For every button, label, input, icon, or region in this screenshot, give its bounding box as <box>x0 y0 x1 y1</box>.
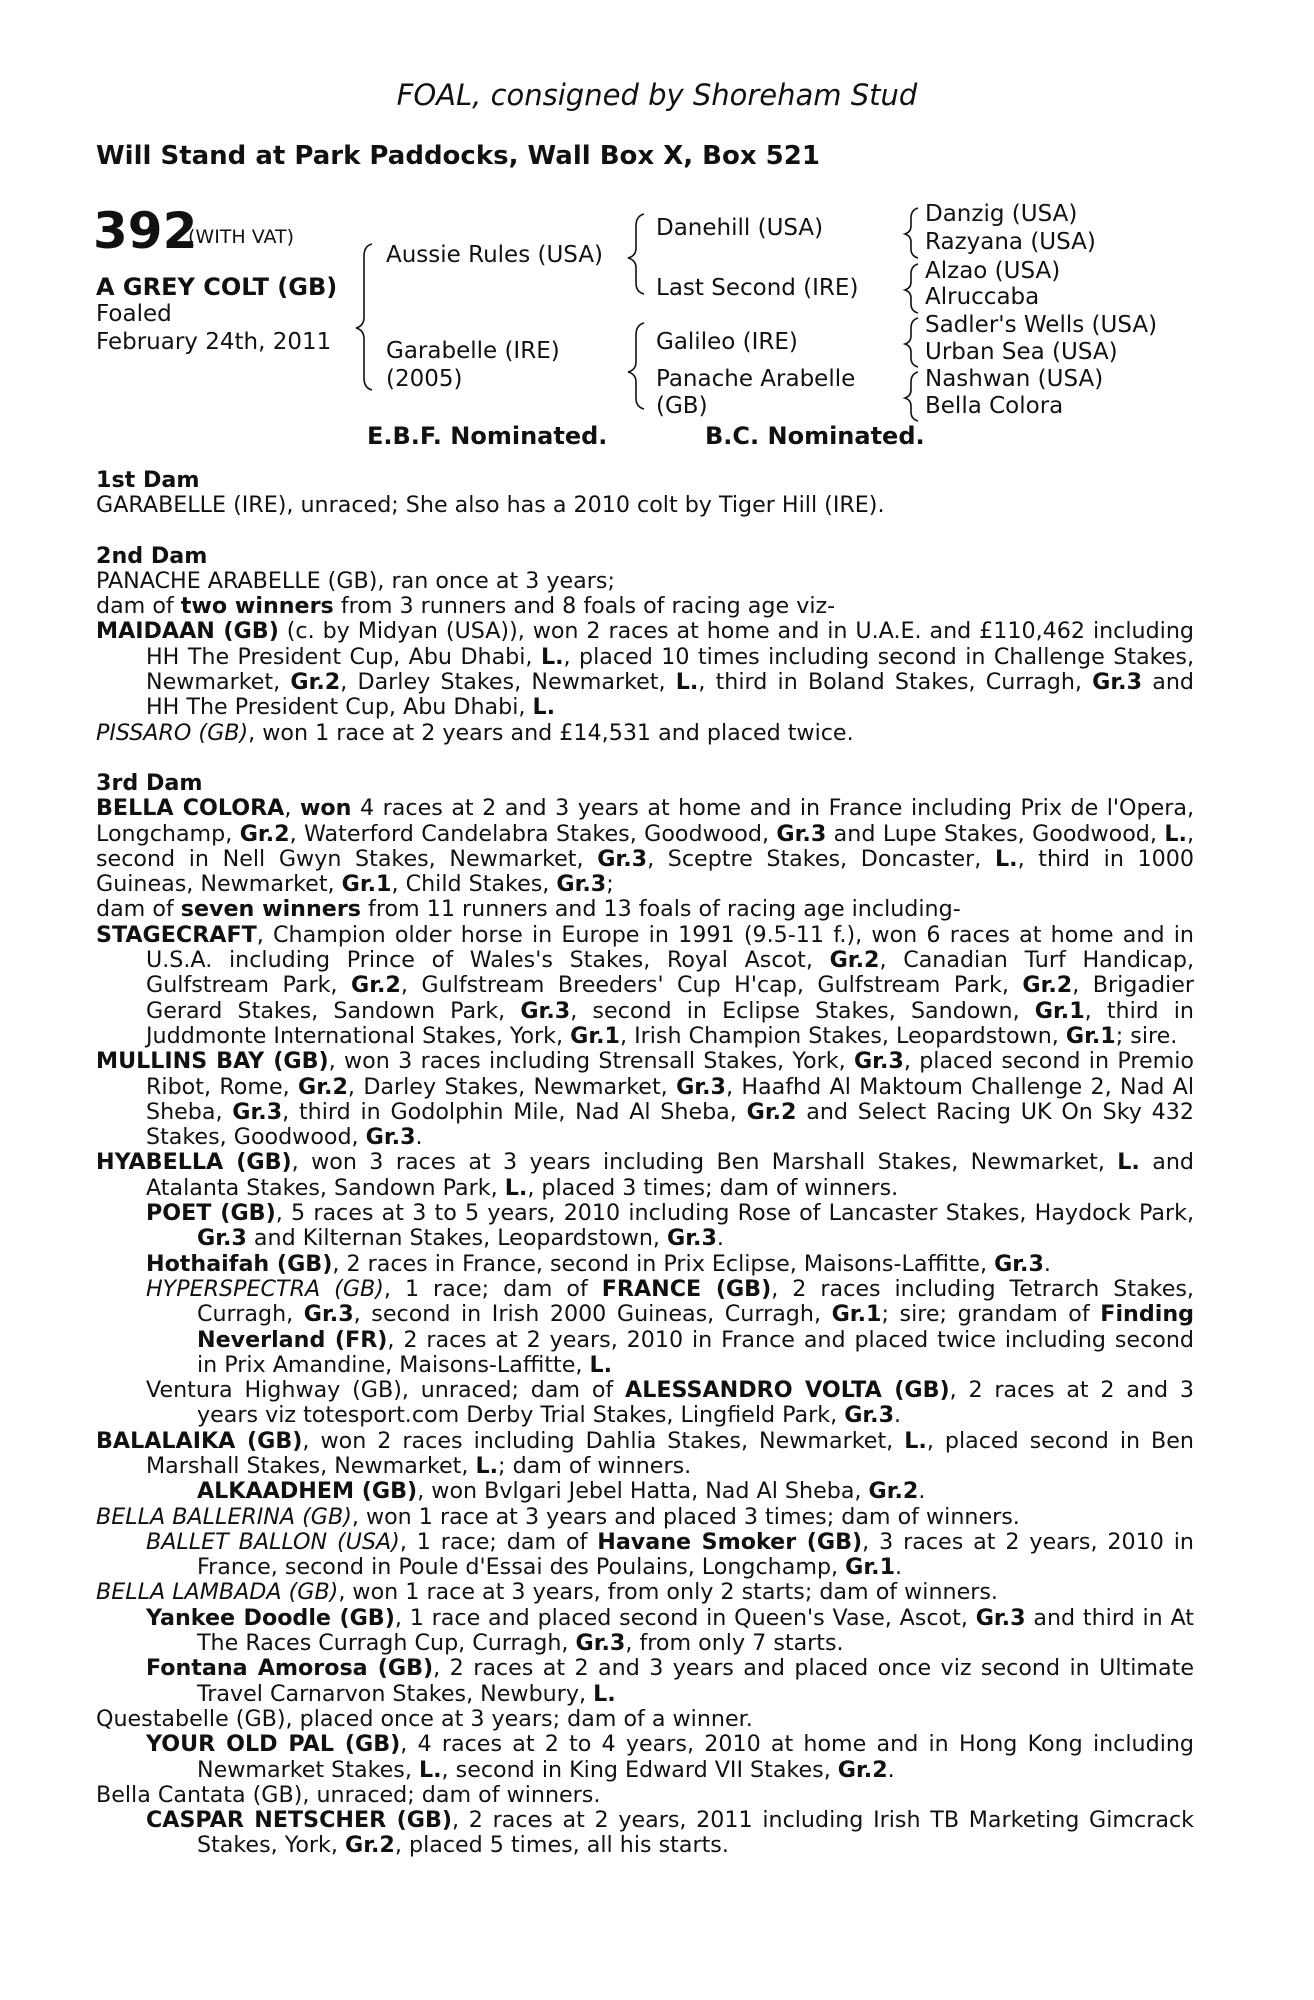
foaled-label: Foaled <box>96 301 172 327</box>
family-entry: Yankee Doodle (GB), 1 race and placed second in Queen's Vase, Ascot, Gr.3 and third in At The Races Curragh Cup, Curragh, Gr.3, from only 7 starts. <box>146 1604 1194 1657</box>
bracket-g4 <box>905 372 918 421</box>
family-entry: POET (GB), 5 races at 3 to 5 years, 2010 including Rose of Lancaster Stakes, Haydock Park, Gr.3 and Kilternan Stakes, Leopardstown, Gr.3. <box>146 1200 1194 1252</box>
section-heading: 3rd Dam <box>96 769 203 796</box>
pedigree-dam-name: Garabelle (IRE) <box>386 338 560 364</box>
family-entry: dam of seven winners from 11 runners and 13 foals of racing age including- <box>96 896 961 923</box>
family-entry: YOUR OLD PAL (GB), 4 races at 2 to 4 years, 2010 at home and in Hong Kong including Newmarket Stakes, L., second in King Edward VII Stakes, Gr.2. <box>146 1731 1195 1783</box>
bracket-g2 <box>905 264 918 313</box>
family-entry: BALLET BALLON (USA), 1 race; dam of Havane Smoker (GB), 3 races at 2 years, 2010 in France, second in Poule d'Essai des Poulains, Longchamp, Gr.1. <box>146 1528 1194 1581</box>
pedigree-ancestor: Alzao (USA) <box>925 258 1061 284</box>
pedigree-sire-sire: Danehill (USA) <box>656 215 824 241</box>
consignment-line: FOAL, consigned by Shoreham Stud <box>396 78 918 112</box>
stand-location: Will Stand at Park Paddocks, Wall Box X, Box 521 <box>96 141 820 171</box>
family-entry: BELLA LAMBADA (GB), won 1 race at 3 years, from only 2 starts; dam of winners. <box>96 1579 998 1606</box>
family-entry: BALALAIKA (GB), won 2 races including Dahlia Stakes, Newmarket, L., placed second in Ben Marshall Stakes, Newmarket, L.; dam of winners. <box>96 1427 1194 1479</box>
family-entry: PANACHE ARABELLE (GB), ran once at 3 years; <box>96 567 615 594</box>
family-entry: BELLA BALLERINA (GB), won 1 race at 3 years and placed 3 times; dam of winners. <box>96 1503 1020 1530</box>
family-entry: Fontana Amorosa (GB), 2 races at 2 and 3 years and placed once viz second in Ultimate Travel Carnarvon Stakes, Newbury, L. <box>146 1655 1194 1707</box>
dam-section <box>96 771 1194 1859</box>
lot-description: A GREY COLT (GB) <box>96 273 338 301</box>
family-entry: dam of two winners from 3 runners and 8 foals of racing age viz- <box>96 593 836 620</box>
family-entry: CASPAR NETSCHER (GB), 2 races at 2 years, 2011 including Irish TB Marketing Gimcrack Stakes, York, Gr.2, placed 5 times, all his starts. <box>146 1807 1194 1859</box>
family-entry: Questabelle (GB), placed once at 3 years; dam of a winner. <box>96 1705 753 1732</box>
pedigree-dam-dam-country: (GB) <box>656 393 708 419</box>
dam-section <box>96 468 1194 519</box>
pedigree-ancestor: Danzig (USA) <box>925 201 1078 227</box>
bracket-g1 <box>905 208 918 258</box>
family-entry: Bella Cantata (GB), unraced; dam of winners. <box>96 1781 601 1808</box>
pedigree-ancestor: Urban Sea (USA) <box>925 339 1118 365</box>
pedigree-dam-year: (2005) <box>386 366 463 392</box>
pedigree-ancestor: Nashwan (USA) <box>925 366 1104 392</box>
pedigree-dam-sire: Galileo (IRE) <box>656 329 798 355</box>
bc-nomination: B.C. Nominated. <box>705 422 925 450</box>
section-heading: 1st Dam <box>96 467 200 493</box>
ebf-nomination: E.B.F. Nominated. <box>367 422 608 450</box>
foaled-date: February 24th, 2011 <box>96 329 332 355</box>
pedigree-sire-dam: Last Second (IRE) <box>656 275 859 301</box>
family-entry: Hothaifah (GB), 2 races in France, second in Prix Eclipse, Maisons-Laffitte, Gr.3. <box>146 1250 1051 1277</box>
pedigree-sire: Aussie Rules (USA) <box>386 242 604 268</box>
family-entry: GARABELLE (IRE), unraced; She also has a 2010 colt by Tiger Hill (IRE). <box>96 492 885 519</box>
bracket-dam <box>628 323 644 409</box>
family-entry: HYPERSPECTRA (GB), 1 race; dam of FRANCE (GB), 2 races including Tetrarch Stakes, Curragh, Gr.3, second in Irish 2000 Guineas, Curragh, Gr.1; sire; grandam of Finding Neverland (FR), 2 races at 2 years, 2010 in France and placed twice including second in Prix Amandine, Maisons-Laffitte, L. <box>146 1275 1195 1378</box>
bracket-sire <box>628 214 644 294</box>
family-entry: Ventura Highway (GB), unraced; dam of ALESSANDRO VOLTA (GB), 2 races at 2 and 3 years viz totesport.com Derby Trial Stakes, Lingfield Park, Gr.3. <box>146 1377 1195 1429</box>
family-entry: MAIDAAN (GB) (c. by Midyan (USA)), won 2 races at home and in U.A.E. and £110,462 including HH The President Cup, Abu Dhabi, L., placed 10 times including second in Challenge Stakes, Newmarket, Gr.2, Darley Stakes, Newmarket, L., third in Boland Stakes, Curragh, Gr.3 and HH The President Cup, Abu Dhabi, L. <box>96 618 1194 721</box>
family-entry: MULLINS BAY (GB), won 3 races including Strensall Stakes, York, Gr.3, placed second in Premio Ribot, Rome, Gr.2, Darley Stakes, Newmarket, Gr.3, Haafhd Al Maktoum Challenge 2, Nad Al Sheba, Gr.3, third in Godolphin Mile, Nad Al Sheba, Gr.2 and Select Racing UK On Sky 432 Stakes, Goodwood, Gr.3. <box>96 1048 1194 1151</box>
pedigree-ancestor: Razyana (USA) <box>925 229 1096 255</box>
family-entry: ALKAADHEM (GB), won Bvlgari Jebel Hatta, Nad Al Sheba, Gr.2. <box>197 1478 926 1505</box>
pedigree-dam-dam: Panache Arabelle <box>656 366 856 392</box>
family-entry: HYABELLA (GB), won 3 races at 3 years including Ben Marshall Stakes, Newmarket, L. and Atalanta Stakes, Sandown Park, L., placed 3 times; dam of winners. <box>96 1149 1194 1201</box>
pedigree-ancestor: Bella Colora <box>925 393 1064 419</box>
family-entry: STAGECRAFT, Champion older horse in Europe in 1991 (9.5-11 f.), won 6 races at home and in U.S.A. including Prince of Wales's Stakes, Royal Ascot, Gr.2, Canadian Turf Handicap, Gulfstream Park, Gr.2, Gulfstream Breeders' Cup H'cap, Gulfstream Park, Gr.2, Brigadier Gerard Stakes, Sandown Park, Gr.3, second in Eclipse Stakes, Sandown, Gr.1, third in Juddmonte International Stakes, York, Gr.1, Irish Champion Stakes, Leopardstown, Gr.1; sire. <box>96 921 1194 1049</box>
vat-note: (WITH VAT) <box>188 226 295 248</box>
bracket-g3 <box>905 318 918 367</box>
bracket-main <box>356 244 372 390</box>
pedigree-ancestor: Sadler's Wells (USA) <box>925 312 1158 338</box>
pedigree-ancestor: Alruccaba <box>925 284 1040 310</box>
dam-records <box>96 468 1194 1884</box>
family-entry: BELLA COLORA, won 4 races at 2 and 3 years at home and in France including Prix de l'Opera, Longchamp, Gr.2, Waterford Candelabra Stakes, Goodwood, Gr.3 and Lupe Stakes, Goodwood, L., second in Nell Gwyn Stakes, Newmarket, Gr.3, Sceptre Stakes, Doncaster, L., third in 1000 Guineas, Newmarket, Gr.1, Child Stakes, Gr.3; <box>96 795 1195 898</box>
lot-number: 392 <box>93 202 198 260</box>
family-entry: PISSARO (GB), won 1 race at 2 years and £14,531 and placed twice. <box>96 719 854 746</box>
section-heading: 2nd Dam <box>96 542 208 569</box>
dam-section <box>96 544 1194 746</box>
